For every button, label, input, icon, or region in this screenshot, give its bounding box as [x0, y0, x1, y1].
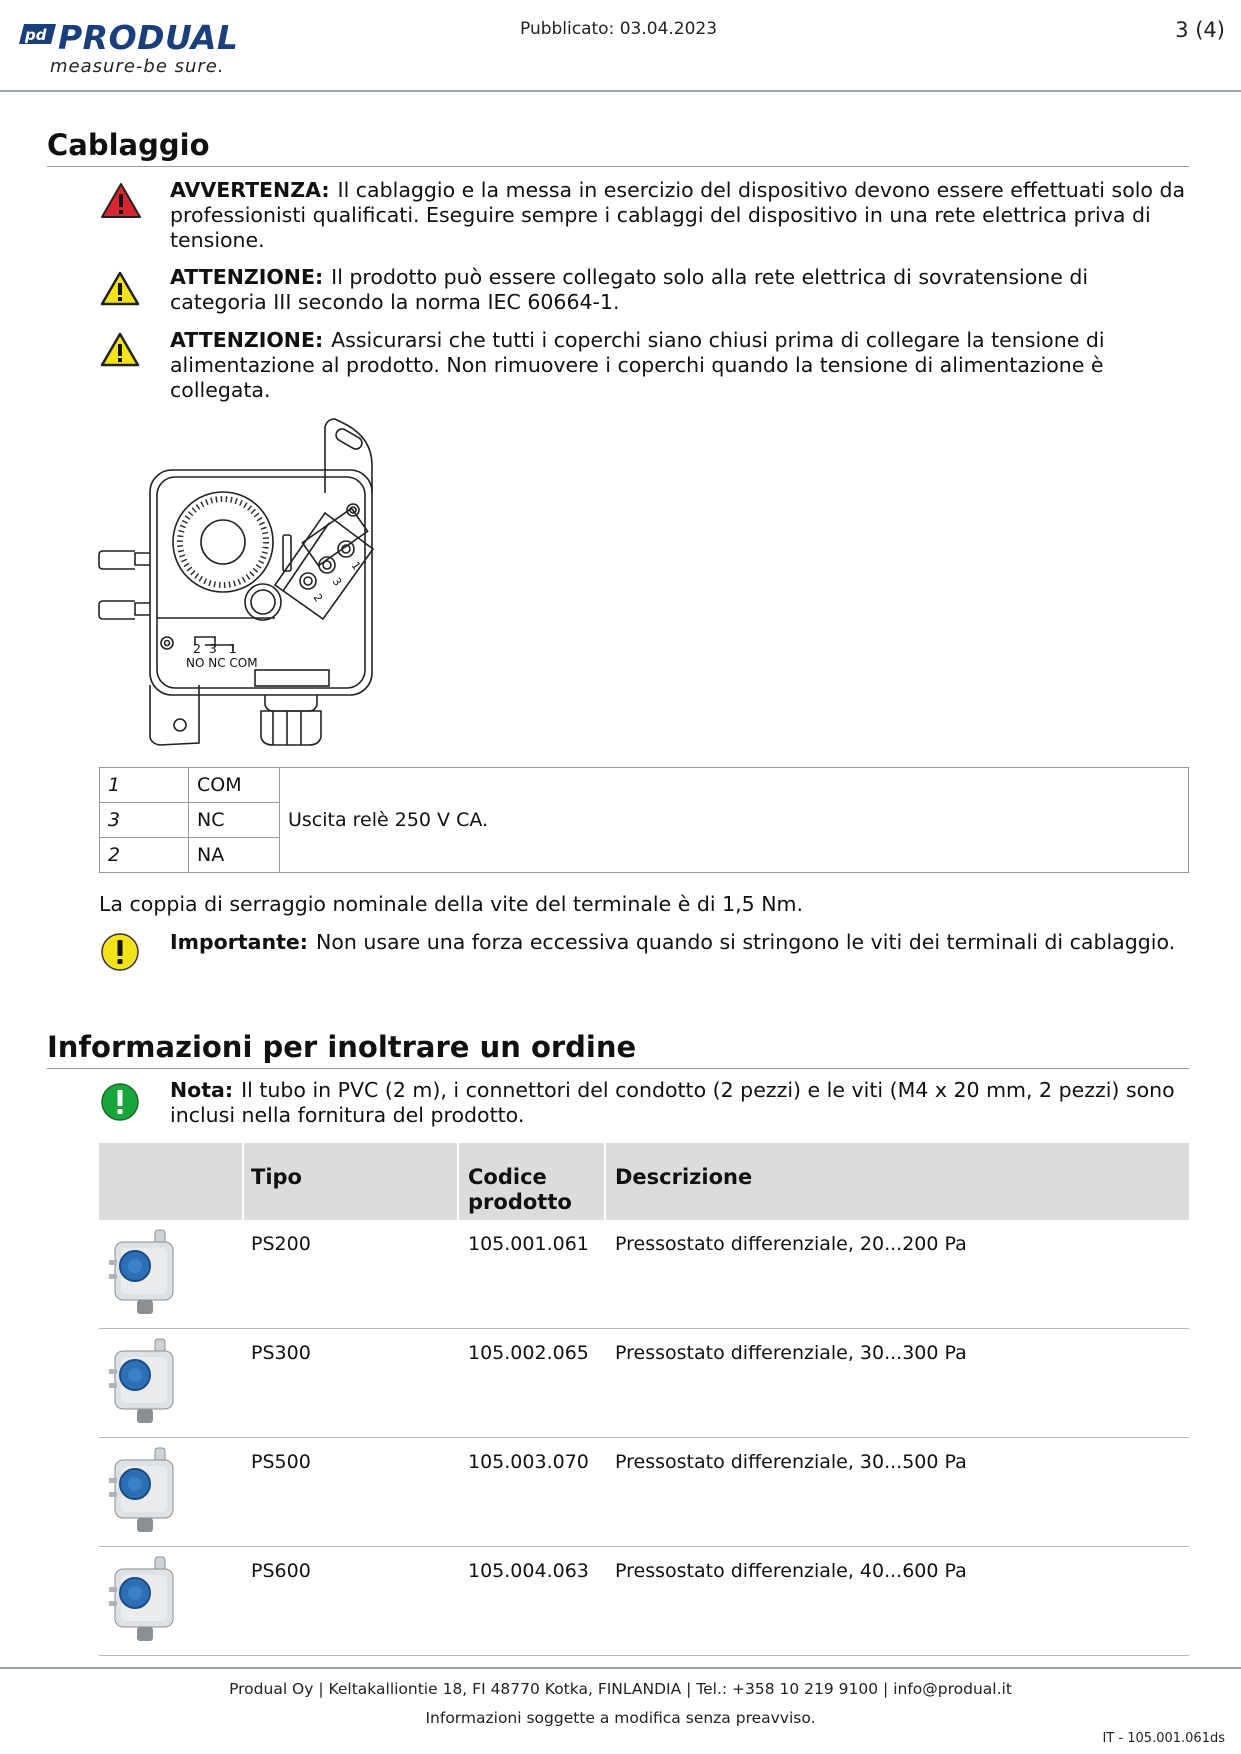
terminal-signal: COM	[189, 768, 280, 803]
caution-text: Assicurarsi che tutti i coperchi siano chiusi prima di collegare la tensione di alimentazione al prodotto. Non rimuovere i coperchi quando la tensione di alimentazione è collegata.	[170, 328, 1105, 402]
relay-description: Uscita relè 250 V CA.	[280, 768, 1189, 873]
diagram-terminal-3: 3	[329, 575, 345, 589]
product-type: PS600	[251, 1560, 311, 1582]
header-code: Codice prodotto	[468, 1165, 572, 1214]
diagram-terminal-names: NO NC COM	[186, 656, 258, 670]
product-code: 105.002.065	[468, 1342, 589, 1364]
table-row	[99, 1438, 1189, 1547]
product-code: 105.001.061	[468, 1233, 589, 1255]
terminal-number: 3	[100, 803, 189, 838]
product-type: PS200	[251, 1233, 311, 1255]
danger-triangle-icon	[100, 182, 142, 220]
caution-block	[100, 328, 1190, 404]
footer-doc-code: IT - 105.001.061ds	[1102, 1731, 1225, 1746]
product-type: PS300	[251, 1342, 311, 1364]
caution-block	[100, 265, 1190, 317]
note-block	[100, 1078, 1190, 1130]
torque-text: La coppia di serraggio nominale della vite del terminale è di 1,5 Nm.	[99, 892, 804, 916]
header-divider	[0, 90, 1241, 92]
footer-disclaimer: Informazioni soggette a modifica senza preavviso.	[425, 1709, 816, 1727]
table-row	[100, 768, 1189, 803]
product-code: 105.003.070	[468, 1451, 589, 1473]
product-description: Pressostato differenziale, 30...500 Pa	[615, 1451, 967, 1473]
caution-label: ATTENZIONE:	[170, 328, 324, 352]
warning-block	[100, 178, 1190, 254]
section-divider	[47, 166, 1189, 167]
terminal-number: 2	[100, 838, 189, 873]
important-label: Importante:	[170, 930, 308, 954]
section-title-order: Informazioni per inoltrare un ordine	[47, 1030, 637, 1064]
header-description: Descrizione	[615, 1165, 753, 1189]
footer-company: Produal Oy | Keltakalliontie 18, FI 48770 Kotka, FINLANDIA | Tel.: +358 10 219 9100 | info@produal.it	[229, 1680, 1012, 1698]
caution-triangle-icon	[100, 271, 140, 307]
note-text: Il tubo in PVC (2 m), i connettori del condotto (2 pezzi) e le viti (M4 x 20 mm, 2 pezzi) sono inclusi nella fornitura del prodotto.	[170, 1078, 1175, 1127]
table-row	[99, 1547, 1189, 1656]
terminal-signal: NA	[189, 838, 280, 873]
product-image	[107, 1444, 179, 1538]
order-table-header	[99, 1143, 1189, 1220]
product-image	[107, 1553, 179, 1647]
device-wiring-diagram	[95, 415, 385, 755]
caution-label: ATTENZIONE:	[170, 265, 324, 289]
warning-text: Il cablaggio e la messa in esercizio del dispositivo devono essere effettuati solo da professionisti qualificati. Eseguire sempre i cablaggi del dispositivo in una rete elettrica priva di tensione.	[170, 178, 1186, 252]
logo-text: PRODUAL	[58, 18, 239, 57]
diagram-terminal-1: 1	[348, 559, 364, 573]
produal-logo-icon	[18, 20, 58, 48]
important-block	[100, 930, 1190, 982]
important-text: Non usare una forza eccessiva quando si stringono le viti dei terminali di cablaggio.	[316, 930, 1176, 954]
diagram-terminal-numbers: 2 3 1	[193, 641, 237, 656]
table-row	[99, 1329, 1189, 1438]
header-type: Tipo	[251, 1165, 302, 1189]
table-row	[99, 1220, 1189, 1329]
published-date: Pubblicato: 03.04.2023	[520, 19, 718, 39]
terminal-number: 1	[100, 768, 189, 803]
product-image	[107, 1335, 179, 1429]
footer-divider	[0, 1667, 1241, 1669]
product-type: PS500	[251, 1451, 311, 1473]
terminal-signal: NC	[189, 803, 280, 838]
logo-tagline: measure-be sure.	[50, 56, 225, 77]
caution-triangle-icon	[100, 332, 140, 368]
terminal-table	[99, 767, 1189, 873]
product-description: Pressostato differenziale, 20...200 Pa	[615, 1233, 967, 1255]
section-title-wiring: Cablaggio	[47, 128, 210, 162]
svg-text:pd: pd	[25, 26, 47, 44]
caution-text: Il prodotto può essere collegato solo alla rete elettrica di sovratensione di categoria III secondo la norma IEC 60664-1.	[170, 265, 1089, 314]
note-exclamation-icon	[100, 1082, 140, 1122]
diagram-terminal-2: 2	[310, 591, 326, 605]
product-description: Pressostato differenziale, 30...300 Pa	[615, 1342, 967, 1364]
section-divider	[47, 1068, 1189, 1069]
order-table	[99, 1143, 1189, 1656]
note-label: Nota:	[170, 1078, 234, 1102]
product-image	[107, 1226, 179, 1320]
page-number: 3 (4)	[1175, 18, 1225, 42]
logo	[18, 18, 238, 80]
product-description: Pressostato differenziale, 40...600 Pa	[615, 1560, 967, 1582]
product-code: 105.004.063	[468, 1560, 589, 1582]
warning-label: AVVERTENZA:	[170, 178, 330, 202]
exclamation-circle-icon	[100, 932, 140, 972]
